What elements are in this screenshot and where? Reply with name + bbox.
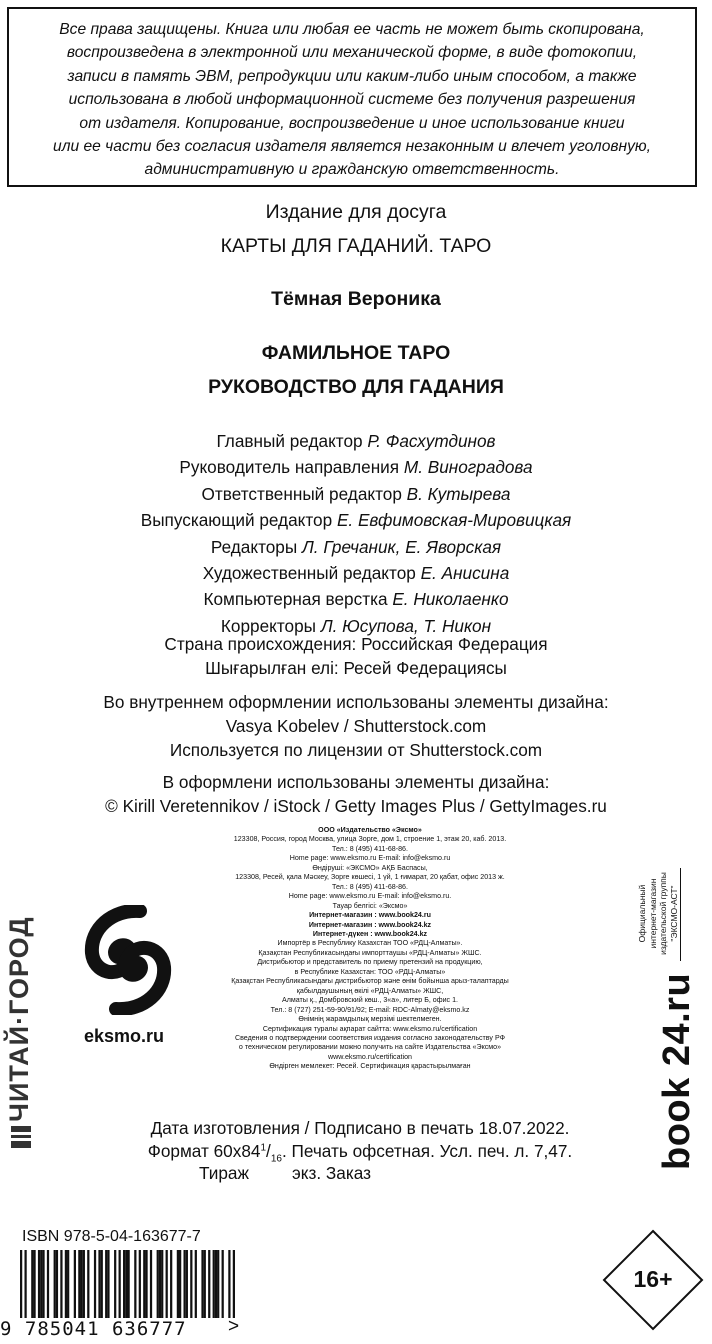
- origin-ru: Страна происхождения: Российская Федерация: [164, 634, 548, 654]
- design-credit-line: Во внутреннем оформлении использованы элементы дизайна:: [103, 692, 609, 712]
- design-credit-line: Используется по лицензии от Shutterstock.com: [169, 740, 543, 760]
- staff-credits: [0, 428, 712, 639]
- imprint-line: Дистрибьютор и представитель по приему претензий на продукцию,: [257, 958, 483, 967]
- copyright-line: Все права защищены. Книга или любая ее часть не может быть скопирована,: [59, 21, 645, 38]
- barcode-bar: [67, 1250, 69, 1318]
- copyright-line: от издателя. Копирование, воспроизведение и иное использование книги: [79, 114, 625, 132]
- barcode-bar: [233, 1250, 235, 1318]
- barcode-bar: [215, 1250, 217, 1318]
- barcode-bar: [38, 1250, 40, 1318]
- barcode-bar: [87, 1250, 89, 1318]
- barcode-bar: [105, 1250, 107, 1318]
- barcode-bar: [134, 1250, 136, 1318]
- imprint-line: Импортёр в Республику Казахстан ТОО «РДЦ-Алматы».: [277, 939, 463, 948]
- staff-name: М. Виноградова: [403, 457, 533, 478]
- design-credit-2: [0, 770, 712, 818]
- staff-line: [0, 507, 712, 533]
- copyright-line: записи в память ЭВМ, репродукции или каким-либо иным способом, а также: [67, 67, 637, 85]
- barcode-bar: [190, 1250, 192, 1318]
- barcode-bar: [78, 1250, 80, 1318]
- format-line: Формат $60х84^1/_{16}$. Печать офсетная. Усл. печ. л. 7,47.: [147, 1140, 573, 1164]
- imprint-line: Қазақстан Республикасындағы импорттаушы «РДЦ-Алматы» ЖШС.: [258, 948, 482, 957]
- staff-line: [0, 534, 712, 560]
- print-run: Тираж экз. Заказ: [199, 1163, 371, 1183]
- barcode-bar: [159, 1250, 161, 1318]
- barcode-bar: [94, 1250, 96, 1318]
- copyright-line: воспроизведена в электронной или механической форме, в виде фотокопии,: [66, 44, 638, 62]
- staff-role: Выпускающий редактор: [140, 510, 333, 531]
- barcode-bar: [145, 1250, 147, 1318]
- imprint-line: Өнімнің жарамдылық мерзімі шектелмеген.: [298, 1015, 442, 1024]
- imprint-line: Сертификация туралы ақпарат сайтта: www.eksmo.ru/certification: [262, 1024, 478, 1033]
- imprint-line: 123308, Россия, город Москва, улица Зорге, дом 1, строение 1, этаж 20, каб. 2013.: [233, 835, 507, 844]
- staff-role: Ответственный редактор: [201, 483, 402, 504]
- staff-role: Редакторы: [210, 536, 298, 557]
- copyright-line: административную и гражданскую ответственность.: [144, 161, 560, 179]
- imprint-line: Тел.: 8 (495) 411-68-86.: [332, 844, 408, 853]
- barcode-bar: [114, 1250, 116, 1318]
- isbn: ISBN 978-5-04-163677-7: [22, 1228, 201, 1245]
- barcode-bar: [107, 1250, 109, 1318]
- barcode-bar: [24, 1250, 26, 1318]
- age-rating: [601, 1228, 705, 1332]
- imprint-line: Қазақстан Республикасындағы дистрибьютор және өнім бойынша арыз-талаптарды: [231, 977, 509, 986]
- chitai-gorod-logo: [4, 916, 34, 1148]
- staff-name: Л. Гречаник, Е. Яворская: [302, 536, 502, 557]
- barcode-bar: [213, 1250, 215, 1318]
- staff-role: Художественный редактор: [202, 563, 416, 584]
- staff-name: Е. Анисина: [420, 563, 510, 584]
- copyright-line: или ее части без согласия издателя является незаконным и влечет уголовную,: [53, 138, 651, 156]
- barcode-bar: [195, 1250, 197, 1318]
- imprint-line: Интернет-дүкен : www.book24.kz: [312, 929, 428, 938]
- barcode-bar: [179, 1250, 181, 1318]
- barcode-bar: [31, 1250, 33, 1318]
- divider: [680, 868, 681, 961]
- barcode-bar: [186, 1250, 188, 1318]
- barcode-bar: [101, 1250, 103, 1318]
- imprint-line: Интернет-магазин : www.book24.ru: [309, 911, 431, 920]
- imprint-line: www.eksmo.ru/certification: [328, 1052, 412, 1061]
- publisher-imprint: [185, 826, 555, 1072]
- design-credit-line: © Kirill Veretennikov / iStock / Getty Images Plus / GettyImages.ru: [105, 796, 607, 816]
- staff-line: [0, 586, 712, 612]
- eksmo-logo: [78, 905, 178, 1015]
- eksmo-site: eksmo.ru: [83, 1026, 165, 1046]
- edition-type: Издание для досуга: [265, 201, 447, 223]
- official-store-note: Официальный интернет-магазин издательской группы "ЭКСМО-АСТ": [637, 872, 679, 955]
- barcode-bar: [47, 1250, 49, 1318]
- imprint-line: 123308, Ресей, қала Мәскеу, Зорге көшесі, 1 үй, 1 ғимарат, 20 қабат, офис 2013 ж.: [235, 873, 505, 882]
- staff-role: Корректоры: [220, 615, 317, 636]
- copyright-line: использована в любой информационной системе без получения разрешения: [68, 91, 636, 109]
- barcode-bar: [123, 1250, 125, 1318]
- barcode-chevron-icon: >: [228, 1316, 240, 1337]
- barcode-bar: [204, 1250, 206, 1318]
- imprint-line: Өндіруші: «ЭКСМО» АҚБ Баспасы,: [312, 863, 428, 872]
- book-subtitle: РУКОВОДСТВО ДЛЯ ГАДАНИЯ: [208, 376, 504, 398]
- chitai-gorod-text: ЧИТАЙ·ГОРОД: [4, 916, 34, 1122]
- barcode-bar: [157, 1250, 159, 1318]
- copyright-notice: [7, 7, 697, 187]
- staff-name: Л. Юсупова, Т. Никон: [320, 615, 492, 636]
- design-credit-1: [0, 690, 712, 762]
- staff-line: [0, 428, 712, 454]
- chitai-gorod-icon: [11, 1126, 31, 1148]
- barcode-bar: [54, 1250, 56, 1318]
- imprint-line: о техническом регулировании можно получить на сайте Издательства «Эксмо»: [238, 1043, 502, 1052]
- barcode-bar: [228, 1250, 230, 1318]
- staff-line: [0, 481, 712, 507]
- barcode-bar: [222, 1250, 224, 1318]
- barcode-bar: [183, 1250, 185, 1318]
- book24-logo: book 24.ru: [656, 972, 698, 1170]
- design-credit-line: В оформлени использованы элементы дизайна:: [162, 772, 550, 792]
- imprint-line: Өндірген мемлекет: Ресей. Сертификация қарастырылмаған: [269, 1062, 471, 1071]
- staff-role: Компьютерная верстка: [203, 589, 388, 610]
- country-of-origin: [0, 633, 712, 680]
- barcode: [20, 1250, 235, 1320]
- eksmo-swirl-icon: [78, 905, 178, 1015]
- imprint-line: Тауар белгісі: «Эксмо»: [332, 901, 408, 910]
- barcode-bar: [139, 1250, 141, 1318]
- imprint-line: Алматы қ., Домбровский көш., 3«а», литер Б, офис 1.: [282, 996, 458, 1005]
- barcode-bar: [33, 1250, 35, 1318]
- barcode-bar: [83, 1250, 85, 1318]
- imprint-line: Тел.: 8 (727) 251-59-90/91/92; E-mail: RDC-Almaty@eksmo.kz: [270, 1005, 470, 1014]
- barcode-bar: [119, 1250, 121, 1318]
- barcode-bar: [166, 1250, 168, 1318]
- imprint-line: қабылдаушының өкілі «РДЦ-Алматы» ЖШС,: [296, 986, 444, 995]
- barcode-bar: [161, 1250, 163, 1318]
- print-date: Дата изготовления / Подписано в печать 18.07.2022.: [150, 1118, 570, 1138]
- staff-name: Е. Николаенко: [392, 589, 509, 610]
- barcode-bar: [98, 1250, 100, 1318]
- barcode-bar: [128, 1250, 130, 1318]
- barcode-bar: [40, 1250, 42, 1318]
- imprint-line: Сведения о подтверждении соответствия издания согласно законодательству РФ: [234, 1033, 505, 1042]
- barcode-bar: [20, 1250, 22, 1318]
- category: КАРТЫ ДЛЯ ГАДАНИЙ. ТАРО: [220, 235, 492, 257]
- barcode-bar: [143, 1250, 145, 1318]
- imprint-line: Home page: www.eksmo.ru E-mail: info@eksmo.ru.: [288, 892, 452, 901]
- barcode-bar: [217, 1250, 219, 1318]
- author: Тёмная Вероника: [271, 288, 441, 310]
- origin-kz: Шығарылған елі: Ресей Федерациясы: [205, 657, 507, 678]
- staff-line: [0, 560, 712, 586]
- imprint-line: ООО «Издательство «Эксмо»: [318, 826, 422, 834]
- barcode-bar: [170, 1250, 172, 1318]
- barcode-bar: [150, 1250, 152, 1318]
- staff-line: [0, 454, 712, 480]
- barcode-bar: [56, 1250, 58, 1318]
- barcode-bar: [125, 1250, 127, 1318]
- imprint-line: Home page: www.eksmo.ru E-mail: info@eksmo.ru: [289, 854, 451, 863]
- staff-role: Главный редактор: [216, 431, 363, 451]
- age-rating-label: 16+: [633, 1266, 673, 1292]
- barcode-bar: [177, 1250, 179, 1318]
- barcode-bar: [201, 1250, 203, 1318]
- book-title: ФАМИЛЬНОЕ ТАРО: [261, 342, 451, 364]
- barcode-bar: [208, 1250, 210, 1318]
- barcode-digits: 9 785041 636777: [0, 1318, 187, 1340]
- barcode-bar: [60, 1250, 62, 1318]
- imprint-line: в Республике Казахстан: ТОО «РДЦ-Алматы»: [294, 967, 446, 976]
- staff-name: В. Кутырева: [406, 483, 511, 504]
- print-details: [100, 1117, 620, 1185]
- imprint-line: Интернет-магазин : www.book24.kz: [308, 920, 432, 929]
- barcode-bar: [80, 1250, 82, 1318]
- barcode-bar: [65, 1250, 67, 1318]
- staff-name: Е. Евфимовская-Мировицкая: [336, 510, 572, 531]
- barcode-bar: [42, 1250, 44, 1318]
- imprint-line: Тел.: 8 (495) 411-68-86.: [332, 882, 408, 891]
- staff-role: Руководитель направления: [179, 457, 400, 478]
- design-credit-line: Vasya Kobelev / Shutterstock.com: [225, 716, 487, 736]
- barcode-bar: [74, 1250, 76, 1318]
- staff-name: Р. Фасхутдинов: [367, 431, 496, 451]
